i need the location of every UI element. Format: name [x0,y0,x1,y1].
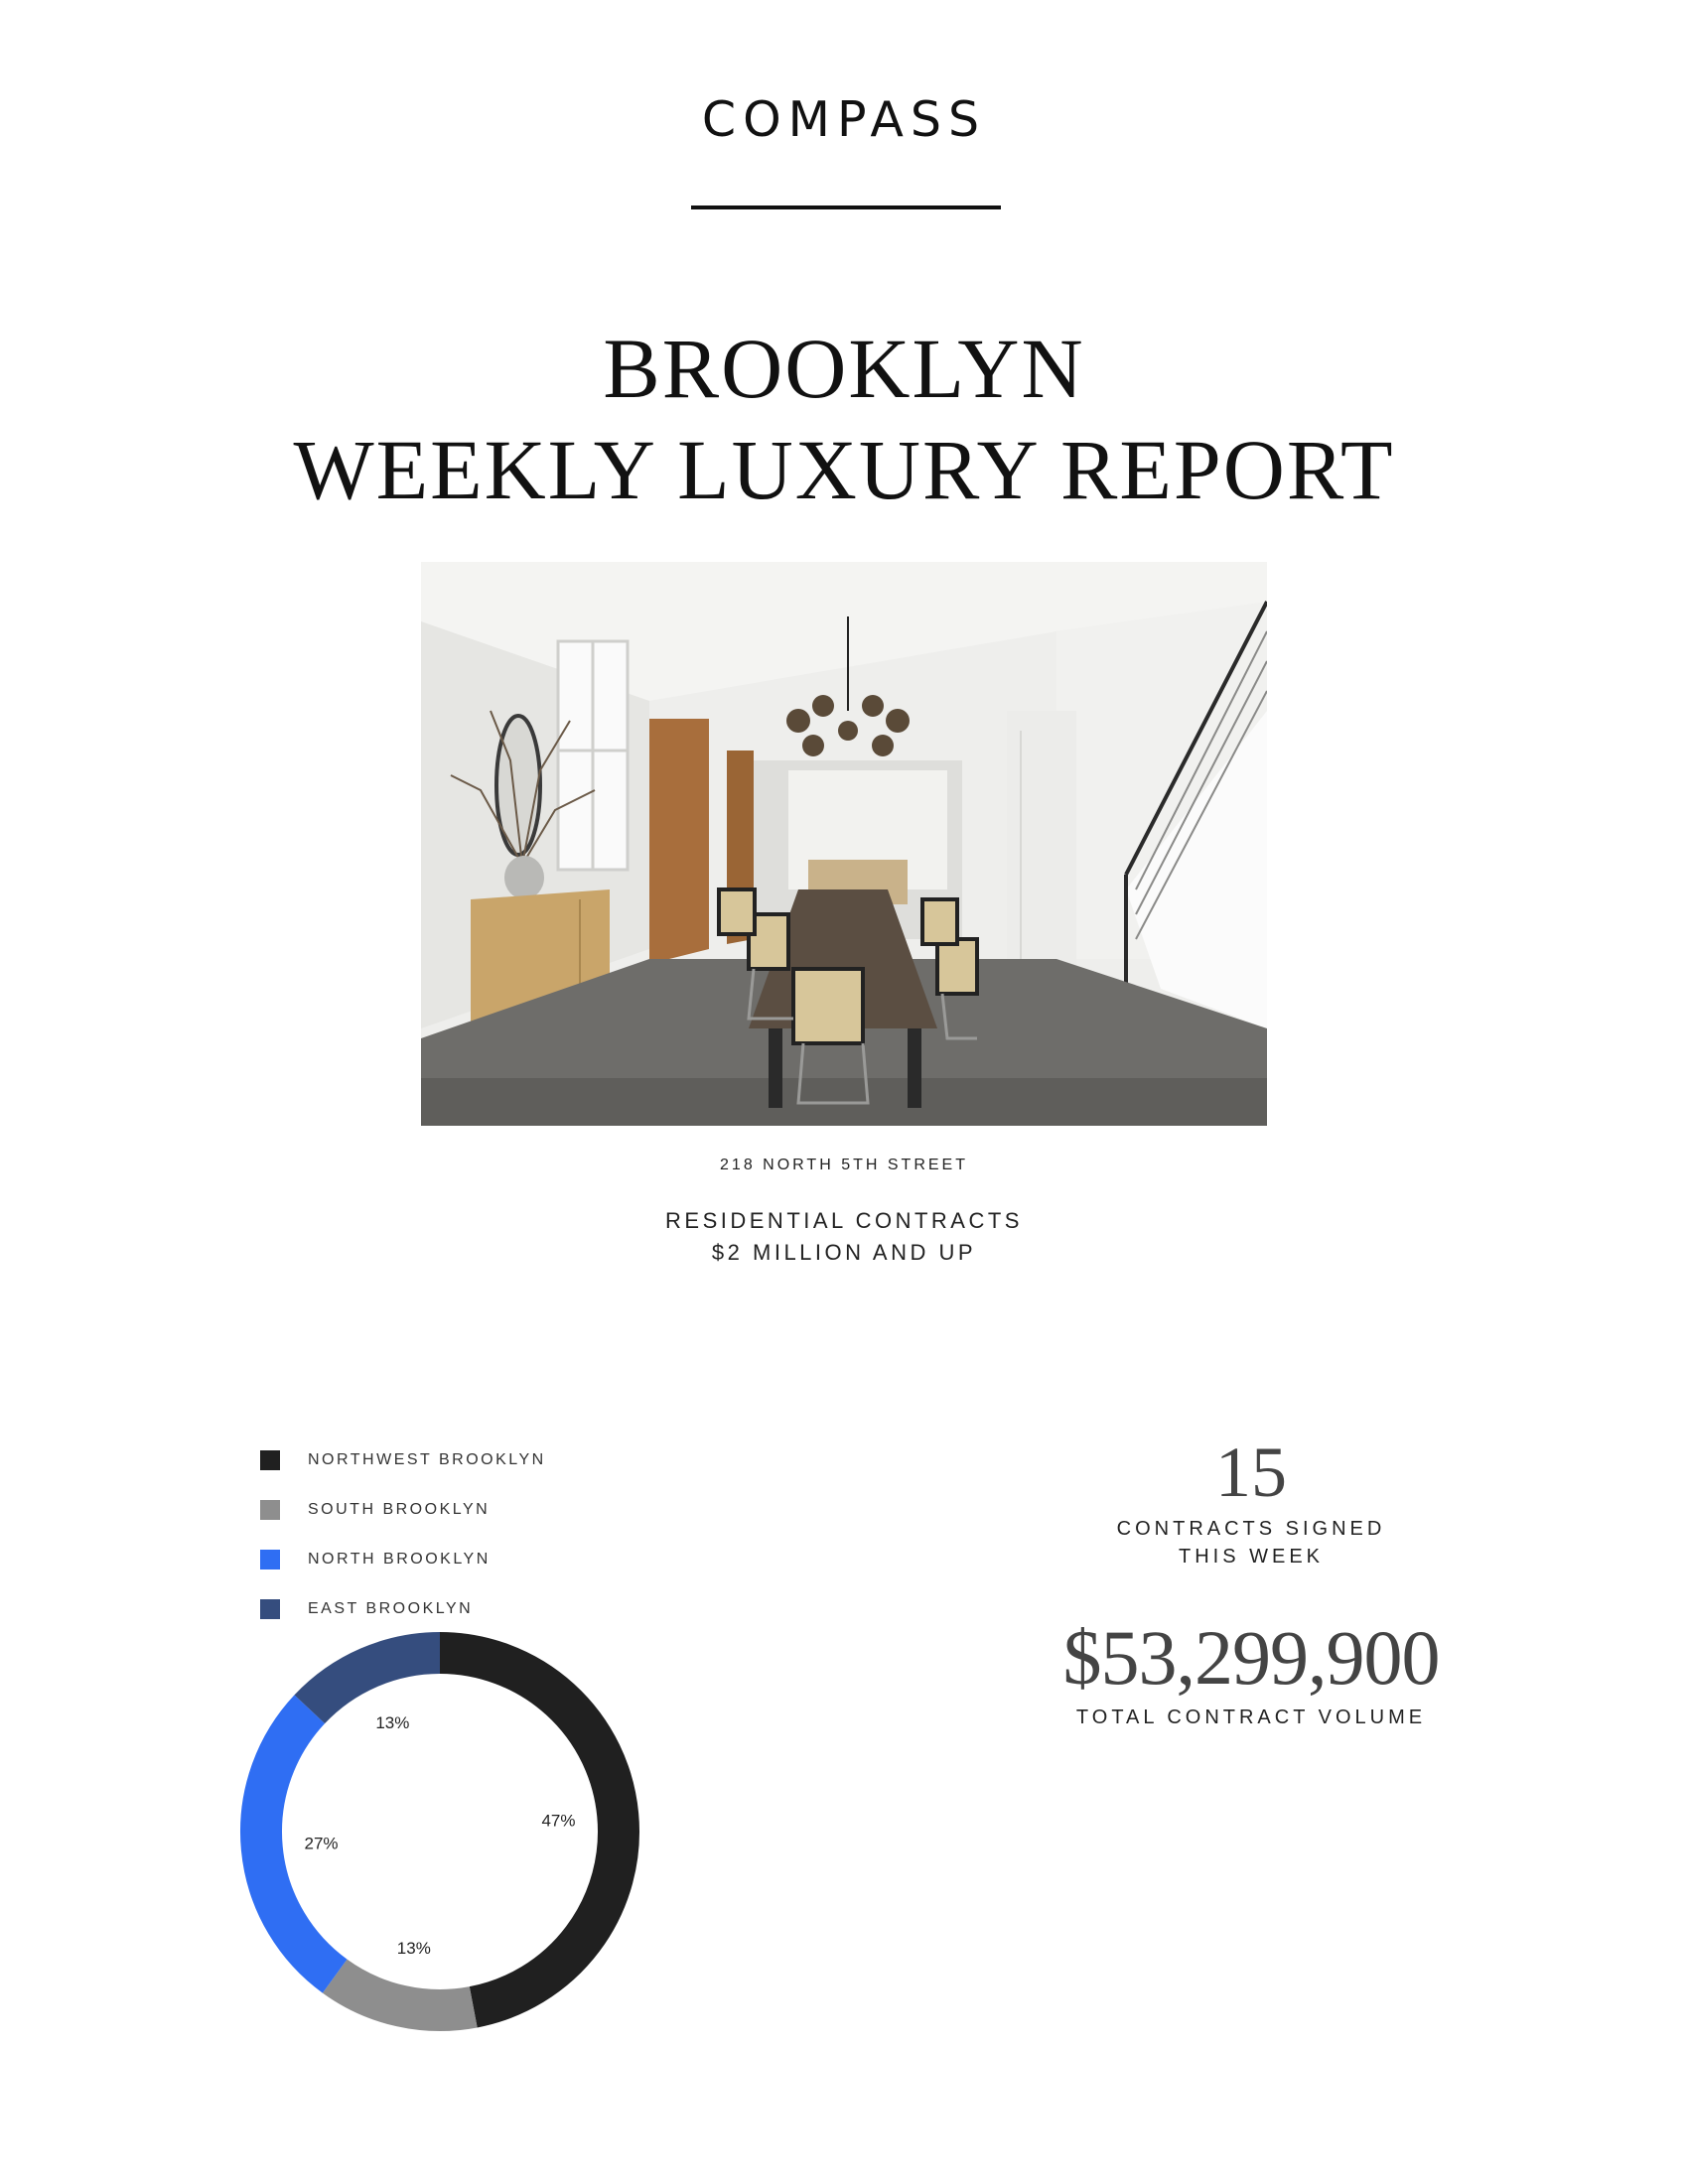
legend-label: NORTHWEST BROOKLYN [308,1451,546,1468]
legend-label: EAST BROOKLYN [308,1600,474,1617]
legend-item-northwest [260,1435,546,1485]
photo-caption: 218 NORTH 5TH STREET [720,1157,968,1173]
donut-slice-1 [335,1977,474,2010]
stats-panel [1033,1430,1470,1731]
contract-volume: $53,299,900 [1062,1614,1440,1701]
legend-swatch [260,1550,280,1570]
report-subheading [0,1205,1688,1269]
contract-volume-label: TOTAL CONTRACT VOLUME [1075,1706,1427,1728]
legend-swatch [260,1599,280,1619]
compass-logo: COMPASS [701,91,987,148]
donut-slice-3 [310,1653,440,1709]
donut-chart-svg [238,1630,641,2033]
chart-legend [260,1435,546,1634]
subheading-line-1: RESIDENTIAL CONTRACTS [665,1208,1023,1233]
page-title [0,318,1688,520]
contracts-count: 15 [1215,1433,1287,1512]
legend-item-north [260,1535,546,1584]
subheading-line-2: $2 MILLION AND UP [711,1240,977,1265]
donut-slice-label-3: 13% [375,1712,410,1732]
legend-label: SOUTH BROOKLYN [308,1501,491,1518]
header-divider [691,205,1001,209]
donut-slice-label-1: 13% [396,1939,431,1959]
legend-label: NORTH BROOKLYN [308,1551,491,1568]
legend-swatch [260,1500,280,1520]
contracts-label-line-1: CONTRACTS SIGNED [1116,1518,1386,1540]
legend-item-east [260,1584,546,1634]
legend-item-south [260,1485,546,1535]
legend-swatch [260,1450,280,1470]
title-line-2: WEEKLY LUXURY REPORT [293,422,1395,517]
donut-chart [238,1630,641,2033]
donut-slice-label-0: 47% [541,1811,576,1831]
property-photo [421,562,1267,1126]
donut-slice-label-2: 27% [304,1834,339,1853]
contracts-label-line-2: THIS WEEK [1178,1546,1324,1568]
title-line-1: BROOKLYN [603,321,1085,416]
donut-slice-0 [440,1653,619,2007]
